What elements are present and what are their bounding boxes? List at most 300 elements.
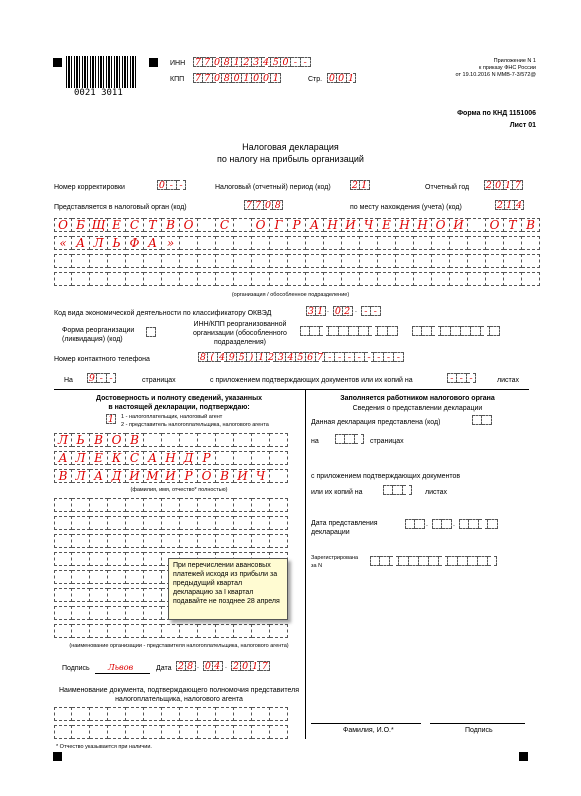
okved-cells-2[interactable]	[333, 306, 353, 316]
char-cell[interactable]	[234, 725, 252, 739]
char-cell[interactable]: -	[457, 373, 467, 383]
char-cell[interactable]	[162, 498, 180, 512]
char-cell[interactable]	[180, 534, 198, 548]
char-cell[interactable]: М	[144, 469, 162, 483]
char-cell[interactable]	[468, 272, 486, 286]
char-cell[interactable]	[180, 725, 198, 739]
char-cell[interactable]	[144, 498, 162, 512]
char-cell[interactable]: 7	[316, 352, 326, 362]
char-cell[interactable]: 3	[276, 352, 286, 362]
char-cell[interactable]	[378, 326, 388, 336]
sheets-cells[interactable]	[447, 373, 476, 383]
char-cell[interactable]: В	[126, 433, 144, 447]
char-cell[interactable]	[415, 519, 425, 529]
char-cell[interactable]: Й	[450, 218, 468, 232]
char-cell[interactable]: -	[384, 352, 394, 362]
char-cell[interactable]	[90, 516, 108, 530]
date-presented-day[interactable]	[405, 519, 425, 529]
char-cell[interactable]	[370, 556, 380, 566]
char-cell[interactable]	[108, 570, 126, 584]
char-cell[interactable]	[72, 272, 90, 286]
char-cell[interactable]	[441, 326, 451, 336]
char-cell[interactable]	[72, 552, 90, 566]
org-name-row-4[interactable]	[54, 272, 540, 286]
char-cell[interactable]: 5	[237, 352, 247, 362]
char-cell[interactable]: 7	[254, 200, 264, 210]
char-cell[interactable]: С	[216, 218, 234, 232]
char-cell[interactable]: 8	[273, 200, 283, 210]
char-cell[interactable]: -	[374, 352, 384, 362]
char-cell[interactable]: Ь	[108, 236, 126, 250]
char-cell[interactable]: Т	[144, 218, 162, 232]
char-cell[interactable]: -	[325, 352, 335, 362]
char-cell[interactable]	[54, 624, 72, 638]
char-cell[interactable]: В	[162, 218, 180, 232]
char-cell[interactable]	[126, 516, 144, 530]
char-cell[interactable]: А	[144, 236, 162, 250]
char-cell[interactable]: А	[54, 451, 72, 465]
char-cell[interactable]: 7	[194, 73, 201, 83]
char-cell[interactable]	[522, 272, 540, 286]
char-cell[interactable]: 7	[203, 73, 213, 83]
char-cell[interactable]	[396, 272, 414, 286]
reorg-kpp-cells[interactable]	[412, 326, 500, 336]
char-cell[interactable]: Р	[180, 469, 198, 483]
char-cell[interactable]	[198, 624, 216, 638]
char-cell[interactable]: 1	[242, 73, 252, 83]
char-cell[interactable]	[234, 624, 252, 638]
okved-cells-3[interactable]	[361, 306, 381, 316]
char-cell[interactable]	[432, 254, 450, 268]
char-cell[interactable]	[144, 707, 162, 721]
char-cell[interactable]	[126, 606, 144, 620]
char-cell[interactable]: И	[342, 218, 360, 232]
char-cell[interactable]	[198, 272, 216, 286]
char-cell[interactable]	[422, 326, 432, 336]
char-cell[interactable]: Ф	[126, 236, 144, 250]
char-cell[interactable]	[270, 469, 288, 483]
char-cell[interactable]: И	[126, 469, 144, 483]
char-cell[interactable]	[180, 272, 198, 286]
char-cell[interactable]	[396, 254, 414, 268]
char-cell[interactable]	[54, 534, 72, 548]
char-cell[interactable]	[144, 552, 162, 566]
char-cell[interactable]: 7	[203, 57, 213, 67]
char-cell[interactable]	[126, 725, 144, 739]
char-cell[interactable]	[468, 218, 486, 232]
char-cell[interactable]: 4	[218, 352, 228, 362]
char-cell[interactable]: О	[198, 469, 216, 483]
presented-cells[interactable]	[472, 415, 492, 425]
char-cell[interactable]	[342, 236, 360, 250]
char-cell[interactable]	[216, 433, 234, 447]
char-cell[interactable]	[306, 254, 324, 268]
char-cell[interactable]: 0	[494, 180, 504, 190]
char-cell[interactable]	[458, 556, 468, 566]
char-cell[interactable]	[324, 254, 342, 268]
char-cell[interactable]: -	[107, 373, 117, 383]
char-cell[interactable]: 4	[515, 200, 525, 210]
char-cell[interactable]: 4	[286, 352, 296, 362]
char-cell[interactable]	[310, 326, 320, 336]
char-cell[interactable]	[108, 254, 126, 268]
char-cell[interactable]	[300, 326, 310, 336]
char-cell[interactable]	[442, 519, 452, 529]
registration-cells[interactable]	[370, 556, 497, 566]
char-cell[interactable]	[522, 236, 540, 250]
char-cell[interactable]	[72, 570, 90, 584]
char-cell[interactable]: 1	[316, 306, 326, 316]
char-cell[interactable]	[108, 707, 126, 721]
char-cell[interactable]	[162, 272, 180, 286]
char-cell[interactable]	[450, 272, 468, 286]
char-cell[interactable]	[90, 534, 108, 548]
char-cell[interactable]	[461, 326, 471, 336]
char-cell[interactable]	[234, 218, 252, 232]
char-cell[interactable]: А	[90, 469, 108, 483]
char-cell[interactable]: -	[291, 57, 301, 67]
char-cell[interactable]	[252, 498, 270, 512]
char-cell[interactable]	[414, 254, 432, 268]
char-cell[interactable]: 5	[271, 57, 281, 67]
char-cell[interactable]	[472, 415, 482, 425]
char-cell[interactable]: Н	[324, 218, 342, 232]
char-cell[interactable]: Щ	[90, 218, 108, 232]
char-cell[interactable]	[270, 624, 288, 638]
char-cell[interactable]	[335, 434, 345, 444]
char-cell[interactable]: О	[108, 433, 126, 447]
char-cell[interactable]	[180, 498, 198, 512]
char-cell[interactable]	[324, 236, 342, 250]
char-cell[interactable]	[90, 570, 108, 584]
char-cell[interactable]	[216, 498, 234, 512]
char-cell[interactable]	[349, 326, 359, 336]
char-cell[interactable]	[198, 254, 216, 268]
char-cell[interactable]	[90, 624, 108, 638]
char-cell[interactable]	[162, 516, 180, 530]
char-cell[interactable]	[108, 516, 126, 530]
char-cell[interactable]	[126, 552, 144, 566]
org-name-row-3[interactable]	[54, 254, 540, 268]
char-cell[interactable]	[180, 433, 198, 447]
char-cell[interactable]	[329, 326, 339, 336]
char-cell[interactable]	[72, 254, 90, 268]
char-cell[interactable]: С	[126, 451, 144, 465]
char-cell[interactable]	[270, 534, 288, 548]
char-cell[interactable]	[144, 433, 162, 447]
char-cell[interactable]	[54, 254, 72, 268]
char-cell[interactable]	[72, 588, 90, 602]
char-cell[interactable]	[144, 570, 162, 584]
char-cell[interactable]	[126, 570, 144, 584]
char-cell[interactable]	[270, 272, 288, 286]
char-cell[interactable]: 1	[257, 352, 267, 362]
char-cell[interactable]	[270, 236, 288, 250]
char-cell[interactable]	[216, 272, 234, 286]
char-cell[interactable]	[162, 624, 180, 638]
char-cell[interactable]	[450, 254, 468, 268]
char-cell[interactable]	[54, 516, 72, 530]
char-cell[interactable]: Ь	[72, 433, 90, 447]
char-cell[interactable]: В	[90, 433, 108, 447]
char-cell[interactable]	[459, 519, 469, 529]
char-cell[interactable]: -	[394, 352, 404, 362]
char-cell[interactable]	[72, 498, 90, 512]
char-cell[interactable]: Л	[90, 236, 108, 250]
authority-cells[interactable]	[244, 200, 283, 210]
char-cell[interactable]: О	[486, 218, 504, 232]
location-cells[interactable]	[495, 200, 524, 210]
char-cell[interactable]	[72, 516, 90, 530]
char-cell[interactable]	[488, 556, 498, 566]
pages-cells[interactable]	[87, 373, 116, 383]
char-cell[interactable]	[359, 326, 369, 336]
char-cell[interactable]	[234, 707, 252, 721]
char-cell[interactable]	[405, 519, 415, 529]
char-cell[interactable]	[469, 519, 479, 529]
char-cell[interactable]: -	[447, 373, 457, 383]
char-cell[interactable]	[216, 516, 234, 530]
char-cell[interactable]	[393, 485, 403, 495]
doc-name-row[interactable]	[54, 725, 288, 739]
char-cell[interactable]: И	[162, 469, 180, 483]
char-cell[interactable]	[378, 254, 396, 268]
char-cell[interactable]: Е	[378, 218, 396, 232]
char-cell[interactable]: 2	[496, 200, 503, 210]
char-cell[interactable]: 0	[337, 73, 347, 83]
signer-cells[interactable]	[106, 414, 116, 424]
patronymic-cells[interactable]	[54, 469, 288, 483]
char-cell[interactable]: -	[467, 373, 477, 383]
char-cell[interactable]	[270, 707, 288, 721]
period-cells[interactable]	[350, 180, 370, 190]
char-cell[interactable]	[432, 236, 450, 250]
char-cell[interactable]	[412, 326, 422, 336]
char-cell[interactable]	[486, 254, 504, 268]
org-name-row-2[interactable]	[54, 236, 540, 250]
char-cell[interactable]	[198, 516, 216, 530]
char-cell[interactable]	[198, 707, 216, 721]
correction-cells[interactable]	[157, 180, 186, 190]
char-cell[interactable]: О	[432, 218, 450, 232]
char-cell[interactable]: )	[247, 352, 257, 362]
char-cell[interactable]	[216, 254, 234, 268]
kpp-cells[interactable]	[193, 73, 281, 83]
year-cells[interactable]	[484, 180, 523, 190]
char-cell[interactable]	[72, 606, 90, 620]
char-cell[interactable]: -	[371, 306, 381, 316]
char-cell[interactable]	[252, 236, 270, 250]
char-cell[interactable]: 0	[241, 661, 251, 671]
char-cell[interactable]	[448, 556, 458, 566]
char-cell[interactable]: 8	[222, 73, 232, 83]
char-cell[interactable]	[108, 498, 126, 512]
char-cell[interactable]: 1	[347, 73, 357, 83]
char-cell[interactable]	[144, 254, 162, 268]
char-cell[interactable]	[252, 451, 270, 465]
char-cell[interactable]	[90, 725, 108, 739]
char-cell[interactable]: Б	[72, 218, 90, 232]
char-cell[interactable]	[252, 534, 270, 548]
char-cell[interactable]	[216, 236, 234, 250]
char-cell[interactable]	[162, 254, 180, 268]
char-cell[interactable]: Л	[72, 469, 90, 483]
char-cell[interactable]: 0	[213, 57, 223, 67]
char-cell[interactable]: 0	[204, 661, 211, 671]
char-cell[interactable]	[355, 434, 365, 444]
char-cell[interactable]: 0	[264, 200, 274, 210]
char-cell[interactable]: Р	[288, 218, 306, 232]
char-cell[interactable]: -	[361, 306, 371, 316]
char-cell[interactable]: 1	[271, 73, 281, 83]
char-cell[interactable]	[234, 516, 252, 530]
char-cell[interactable]	[108, 725, 126, 739]
char-cell[interactable]	[252, 254, 270, 268]
char-cell[interactable]	[180, 624, 198, 638]
char-cell[interactable]: 2	[343, 306, 353, 316]
char-cell[interactable]: «	[54, 236, 72, 250]
char-cell[interactable]	[252, 624, 270, 638]
char-cell[interactable]	[478, 556, 488, 566]
char-cell[interactable]: 1	[107, 414, 114, 424]
char-cell[interactable]	[162, 534, 180, 548]
char-cell[interactable]	[380, 556, 390, 566]
char-cell[interactable]: -	[177, 180, 187, 190]
char-cell[interactable]	[403, 485, 413, 495]
char-cell[interactable]: Г	[270, 218, 288, 232]
first-name-cells[interactable]	[54, 451, 288, 465]
char-cell[interactable]: 2	[232, 661, 239, 671]
char-cell[interactable]	[54, 725, 72, 739]
char-cell[interactable]: А	[144, 451, 162, 465]
char-cell[interactable]	[270, 451, 288, 465]
char-cell[interactable]	[108, 534, 126, 548]
char-cell[interactable]	[288, 272, 306, 286]
rep-name-row[interactable]	[54, 516, 288, 530]
char-cell[interactable]: 7	[194, 57, 201, 67]
char-cell[interactable]: 0	[334, 306, 341, 316]
char-cell[interactable]	[414, 272, 432, 286]
char-cell[interactable]	[180, 236, 198, 250]
char-cell[interactable]	[198, 433, 216, 447]
char-cell[interactable]: О	[54, 218, 72, 232]
char-cell[interactable]	[270, 725, 288, 739]
char-cell[interactable]: 1	[251, 661, 261, 671]
okved-cells-1[interactable]	[306, 306, 326, 316]
char-cell[interactable]	[216, 725, 234, 739]
char-cell[interactable]	[288, 236, 306, 250]
char-cell[interactable]: Ч	[252, 469, 270, 483]
char-cell[interactable]	[468, 236, 486, 250]
char-cell[interactable]	[482, 415, 492, 425]
char-cell[interactable]	[234, 236, 252, 250]
char-cell[interactable]	[450, 236, 468, 250]
char-cell[interactable]	[126, 534, 144, 548]
phone-cells[interactable]	[198, 352, 404, 362]
char-cell[interactable]: -	[365, 352, 375, 362]
char-cell[interactable]: 0	[262, 73, 272, 83]
char-cell[interactable]: 3	[307, 306, 314, 316]
char-cell[interactable]: 6	[306, 352, 316, 362]
char-cell[interactable]: 0	[232, 73, 242, 83]
char-cell[interactable]	[252, 707, 270, 721]
char-cell[interactable]	[144, 624, 162, 638]
right-sheets-cells[interactable]	[383, 485, 412, 495]
char-cell[interactable]: К	[108, 451, 126, 465]
char-cell[interactable]	[378, 272, 396, 286]
char-cell[interactable]: О	[252, 218, 270, 232]
date-month-cells[interactable]	[203, 661, 223, 671]
char-cell[interactable]: В	[522, 218, 540, 232]
char-cell[interactable]: »	[162, 236, 180, 250]
date-presented-year[interactable]	[459, 519, 498, 529]
char-cell[interactable]	[486, 236, 504, 250]
char-cell[interactable]	[388, 326, 398, 336]
char-cell[interactable]	[162, 707, 180, 721]
char-cell[interactable]	[108, 588, 126, 602]
char-cell[interactable]	[252, 725, 270, 739]
char-cell[interactable]	[396, 236, 414, 250]
date-year-cells[interactable]	[231, 661, 270, 671]
char-cell[interactable]	[306, 272, 324, 286]
char-cell[interactable]	[54, 498, 72, 512]
char-cell[interactable]	[270, 254, 288, 268]
char-cell[interactable]: 1	[505, 200, 515, 210]
char-cell[interactable]: А	[306, 218, 324, 232]
char-cell[interactable]	[488, 519, 498, 529]
char-cell[interactable]: 0	[213, 73, 223, 83]
char-cell[interactable]	[198, 498, 216, 512]
char-cell[interactable]	[439, 556, 449, 566]
char-cell[interactable]: Д	[180, 451, 198, 465]
char-cell[interactable]	[432, 326, 442, 336]
char-cell[interactable]	[270, 498, 288, 512]
char-cell[interactable]	[180, 254, 198, 268]
char-cell[interactable]: В	[216, 469, 234, 483]
char-cell[interactable]	[234, 451, 252, 465]
char-cell[interactable]	[90, 606, 108, 620]
char-cell[interactable]: Е	[108, 218, 126, 232]
char-cell[interactable]	[471, 326, 481, 336]
char-cell[interactable]	[72, 707, 90, 721]
char-cell[interactable]	[108, 606, 126, 620]
char-cell[interactable]: 3	[252, 57, 262, 67]
char-cell[interactable]: 4	[262, 57, 272, 67]
char-cell[interactable]	[180, 516, 198, 530]
char-cell[interactable]	[126, 588, 144, 602]
inn-cells[interactable]	[193, 57, 311, 67]
char-cell[interactable]: 8	[199, 352, 206, 362]
char-cell[interactable]	[252, 272, 270, 286]
char-cell[interactable]: 1	[232, 57, 242, 67]
char-cell[interactable]	[90, 588, 108, 602]
char-cell[interactable]	[234, 433, 252, 447]
char-cell[interactable]: 0	[252, 73, 262, 83]
last-name-cells[interactable]	[54, 433, 288, 447]
char-cell[interactable]: 2	[177, 661, 184, 671]
char-cell[interactable]	[479, 519, 489, 529]
char-cell[interactable]	[90, 498, 108, 512]
char-cell[interactable]	[339, 326, 349, 336]
char-cell[interactable]: 7	[260, 661, 270, 671]
char-cell[interactable]: 1	[504, 180, 514, 190]
char-cell[interactable]	[146, 327, 156, 337]
char-cell[interactable]: 2	[242, 57, 252, 67]
char-cell[interactable]: Л	[54, 433, 72, 447]
char-cell[interactable]	[234, 534, 252, 548]
char-cell[interactable]	[234, 254, 252, 268]
char-cell[interactable]: Т	[504, 218, 522, 232]
